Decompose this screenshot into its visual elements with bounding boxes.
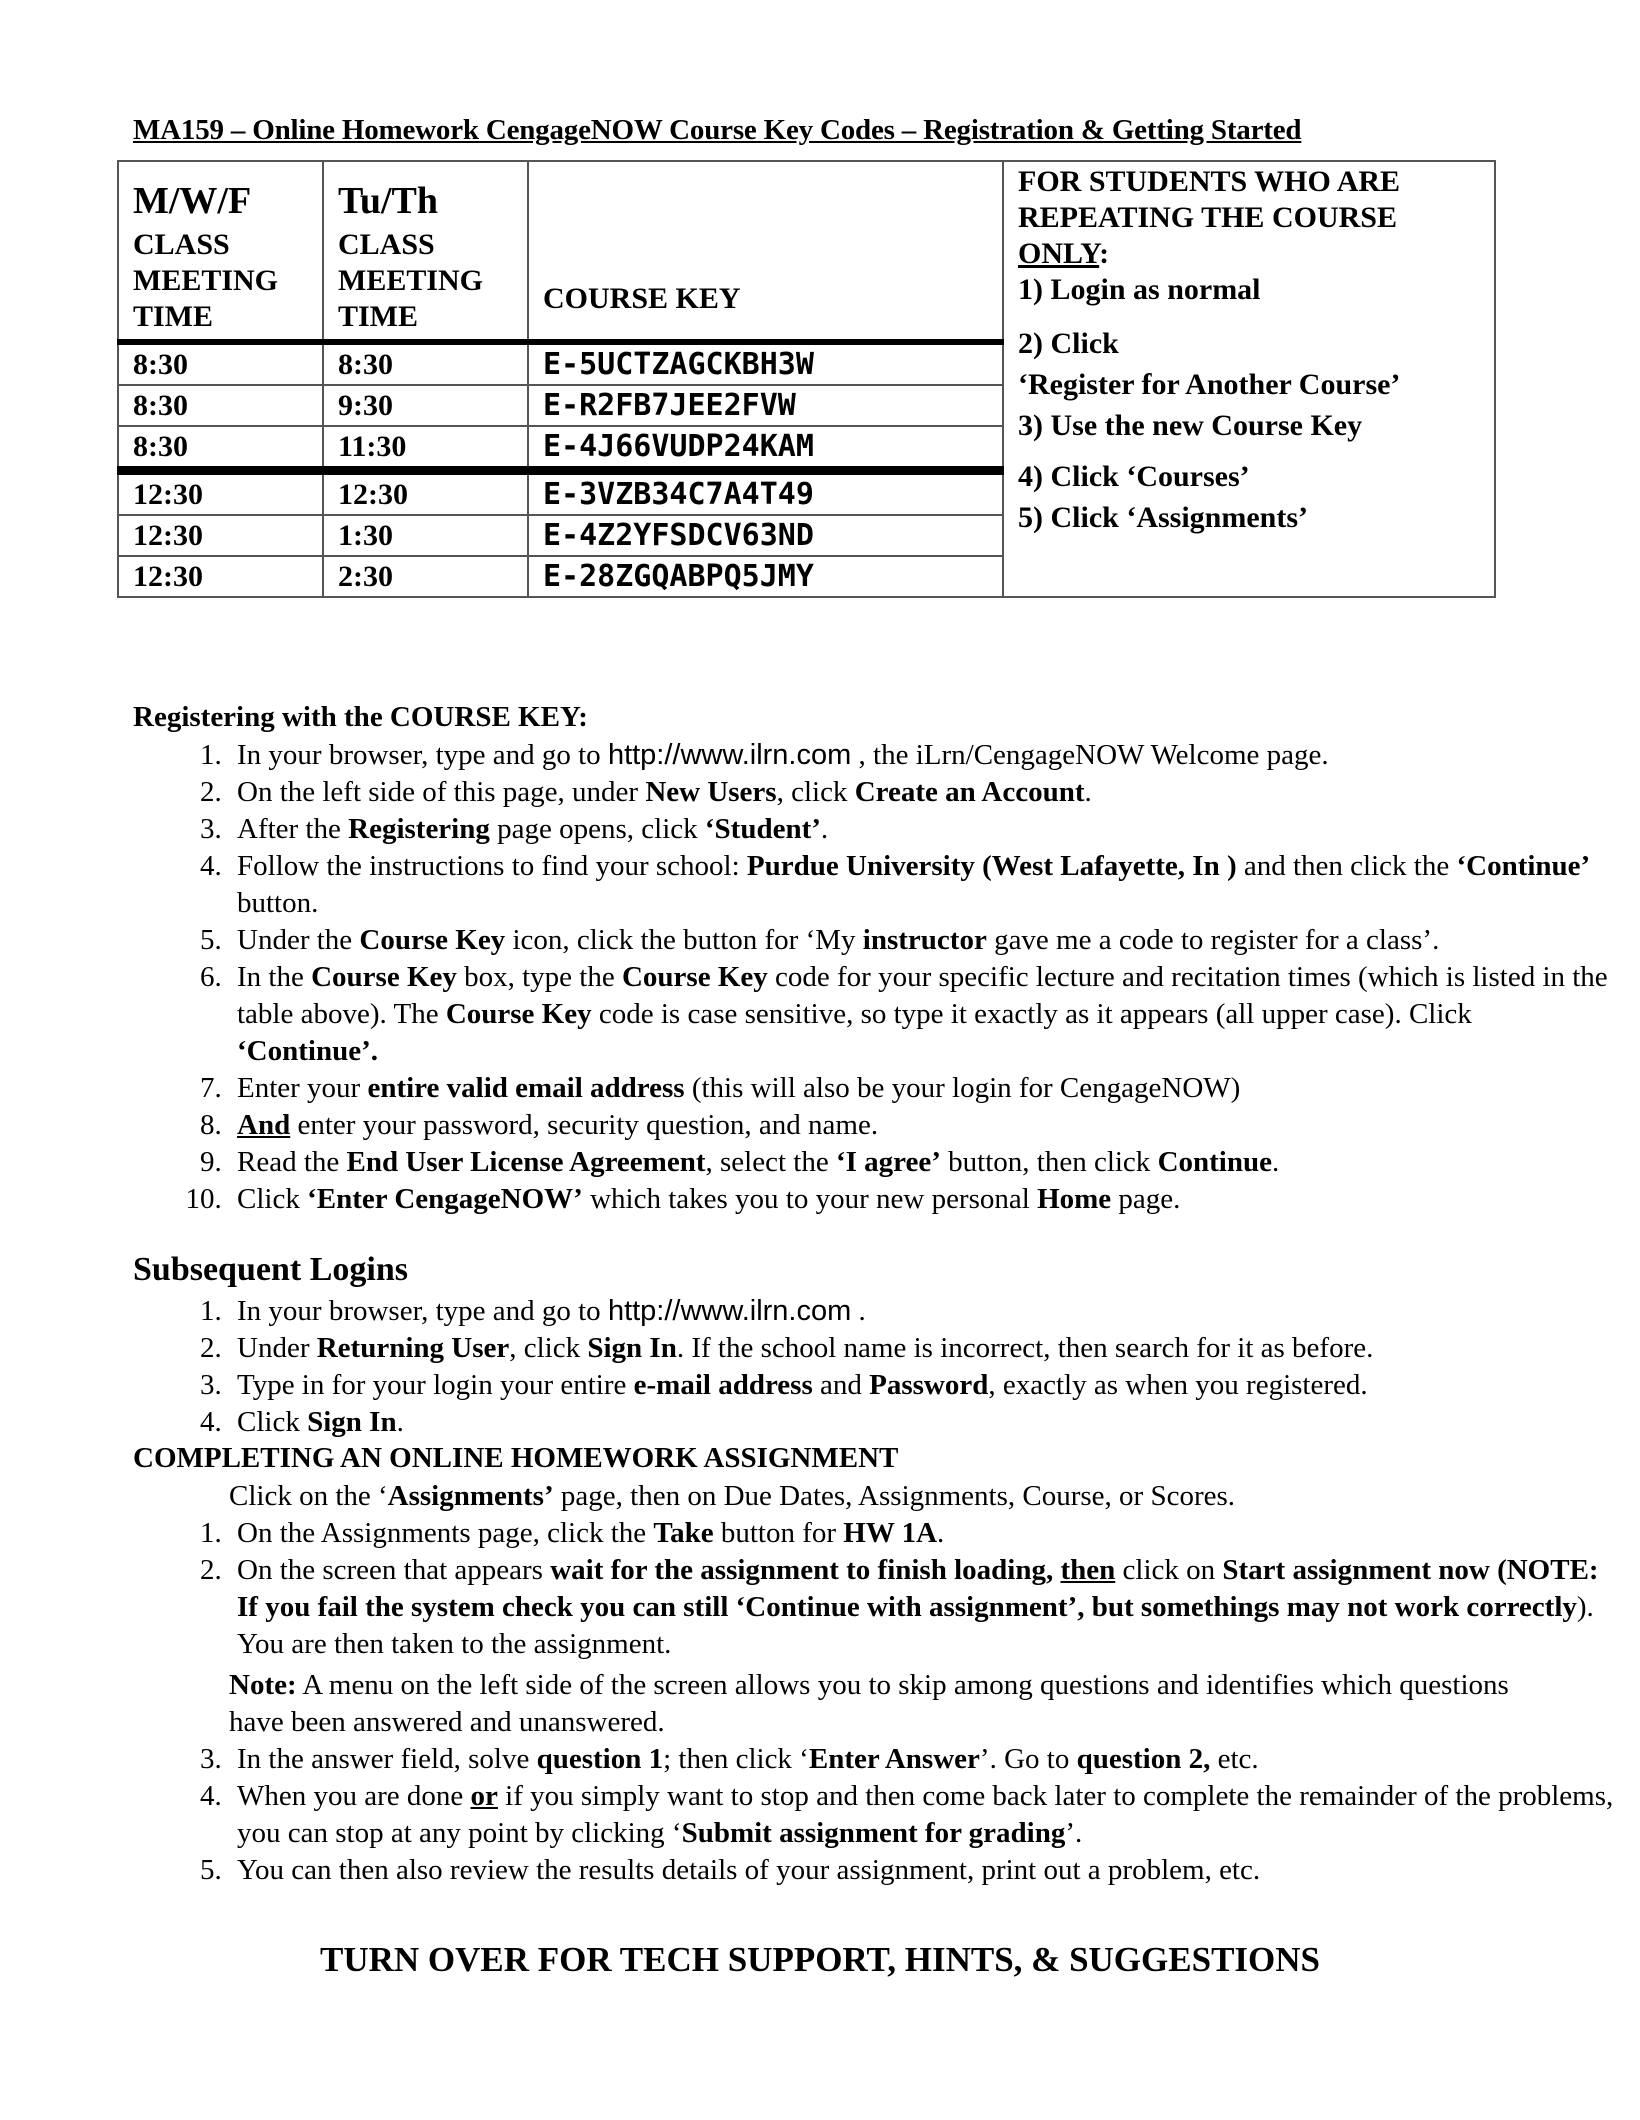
- row-mwf: 8:30: [118, 342, 323, 385]
- row-mwf: 12:30: [118, 471, 323, 516]
- list-item: 2. On the screen that appears wait for the assignment to finish loading, then click on Start assignment now (NOTE: If you fail the system check you can still ‘Continue with assignment’, but somethings may not work correctly). You are then taken to the assignment.: [229, 1552, 1619, 1663]
- list-item: 6. In the Course Key box, type the Course Key code for your specific lecture and recitation times (which is listed in the table above). The Course Key code is case sensitive, so type it exactly as it appears (all upper case). Click ‘Continue’.: [229, 959, 1619, 1070]
- list-item: 3. Type in for your login your entire e-mail address and Password, exactly as when you registered.: [229, 1367, 1619, 1404]
- list-item: 4. Follow the instructions to find your school: Purdue University (West Lafayette, In ) and then click the ‘Continue’ button.: [229, 848, 1619, 922]
- list-item: 9. Read the End User License Agreement, select the ‘I agree’ button, then click Continue.: [229, 1144, 1619, 1181]
- header-mwf: [118, 161, 323, 342]
- row-course-key: E-28ZGQABPQ5JMY: [528, 556, 1003, 597]
- row-tuth: 8:30: [323, 342, 528, 385]
- row-mwf: 12:30: [118, 556, 323, 597]
- repeat-step-1: 1) Login as normal: [1018, 273, 1261, 306]
- list-item: 3. In the answer field, solve question 1; then click ‘Enter Answer’. Go to question 2, etc.: [229, 1741, 1619, 1778]
- list-item: 4. Click Sign In.: [229, 1404, 1619, 1441]
- repeat-heading: FOR STUDENTS WHO ARE REPEATING THE COURSE: [1018, 165, 1401, 234]
- row-tuth: 12:30: [323, 471, 528, 516]
- completing-note: Note: A menu on the left side of the screen allows you to skip among questions and identifies which questions have been answered and unanswered.: [229, 1669, 1509, 1738]
- list-item: 3. After the Registering page opens, click ‘Student’.: [229, 811, 1619, 848]
- completing-heading: COMPLETING AN ONLINE HOMEWORK ASSIGNMENT: [133, 1442, 899, 1474]
- completing-intro: Click on the ‘Assignments’ page, then on Due Dates, Assignments, Course, or Scores.: [229, 1480, 1236, 1512]
- row-tuth: 11:30: [323, 426, 528, 471]
- list-item: 2. Under Returning User, click Sign In. If the school name is incorrect, then search for it as before.: [229, 1330, 1619, 1367]
- repeat-step-5: 5) Click ‘Assignments’: [1018, 501, 1308, 534]
- row-tuth: 2:30: [323, 556, 528, 597]
- list-item: 4. When you are done or if you simply want to stop and then come back later to complete the remainder of the problems, you can stop at any point by clicking ‘Submit assignment for grading’.: [229, 1778, 1619, 1852]
- repeat-step-3: 3) Use the new Course Key: [1018, 409, 1363, 442]
- repeat-step-2b: ‘Register for Another Course’: [1018, 368, 1401, 401]
- header-tuth: [323, 161, 528, 342]
- row-course-key: E-4Z2YFSDCV63ND: [528, 515, 1003, 556]
- list-item: 5. Under the Course Key icon, click the button for ‘My instructor gave me a code to register for a class’.: [229, 922, 1619, 959]
- header-mwf-main: M/W/F: [133, 180, 252, 223]
- row-tuth: 1:30: [323, 515, 528, 556]
- register-steps: [133, 737, 1619, 1218]
- header-course-key: COURSE KEY: [528, 161, 1003, 342]
- row-mwf: 8:30: [118, 385, 323, 426]
- row-course-key: E-4J66VUDP24KAM: [528, 426, 1003, 471]
- header-mwf-sub: CLASS MEETING TIME: [133, 228, 279, 333]
- table-header-row: [118, 161, 1495, 342]
- course-key-table: [117, 160, 1496, 598]
- list-item: 1. In your browser, type and go to http://www.ilrn.com , the iLrn/CengageNOW Welcome page.: [229, 737, 1619, 774]
- list-item: 5. You can then also review the results details of your assignment, print out a problem, etc.: [229, 1852, 1619, 1889]
- ilrn-link[interactable]: http://www.ilrn.com: [607, 739, 852, 771]
- completing-steps-a: [133, 1515, 1619, 1663]
- footer-note: TURN OVER FOR TECH SUPPORT, HINTS, & SUGGESTIONS: [319, 1940, 1320, 1979]
- row-tuth: 9:30: [323, 385, 528, 426]
- header-tuth-sub: CLASS MEETING TIME: [338, 228, 484, 333]
- row-course-key: E-3VZB34C7A4T49: [528, 471, 1003, 516]
- list-item: 1. On the Assignments page, click the Take button for HW 1A.: [229, 1515, 1619, 1552]
- page-title: MA159 – Online Homework CengageNOW Course Key Codes – Registration & Getting Started: [133, 114, 1302, 146]
- ilrn-link[interactable]: http://www.ilrn.com: [607, 1295, 852, 1327]
- row-course-key: E-5UCTZAGCKBH3W: [528, 342, 1003, 385]
- row-course-key: E-R2FB7JEE2FVW: [528, 385, 1003, 426]
- list-item: 8. And enter your password, security question, and name.: [229, 1107, 1619, 1144]
- row-mwf: 12:30: [118, 515, 323, 556]
- register-heading: Registering with the COURSE KEY:: [133, 701, 588, 733]
- repeat-only: ONLY: [1018, 237, 1100, 270]
- list-item: 10. Click ‘Enter CengageNOW’ which takes you to your new personal Home page.: [229, 1181, 1619, 1218]
- list-item: 7. Enter your entire valid email address (this will also be your login for CengageNOW): [229, 1070, 1619, 1107]
- repeat-step-4: 4) Click ‘Courses’: [1018, 460, 1250, 493]
- subsequent-heading: Subsequent Logins: [133, 1251, 408, 1288]
- repeat-step-2a: 2) Click: [1018, 327, 1119, 360]
- repeat-colon: :: [1099, 237, 1110, 270]
- header-tuth-main: Tu/Th: [338, 180, 439, 223]
- completing-steps-b: [133, 1741, 1619, 1889]
- subsequent-steps: [133, 1293, 1619, 1441]
- repeat-instructions: [1003, 161, 1495, 597]
- list-item: 2. On the left side of this page, under New Users, click Create an Account.: [229, 774, 1619, 811]
- list-item: 1. In your browser, type and go to http://www.ilrn.com .: [229, 1293, 1619, 1330]
- row-mwf: 8:30: [118, 426, 323, 471]
